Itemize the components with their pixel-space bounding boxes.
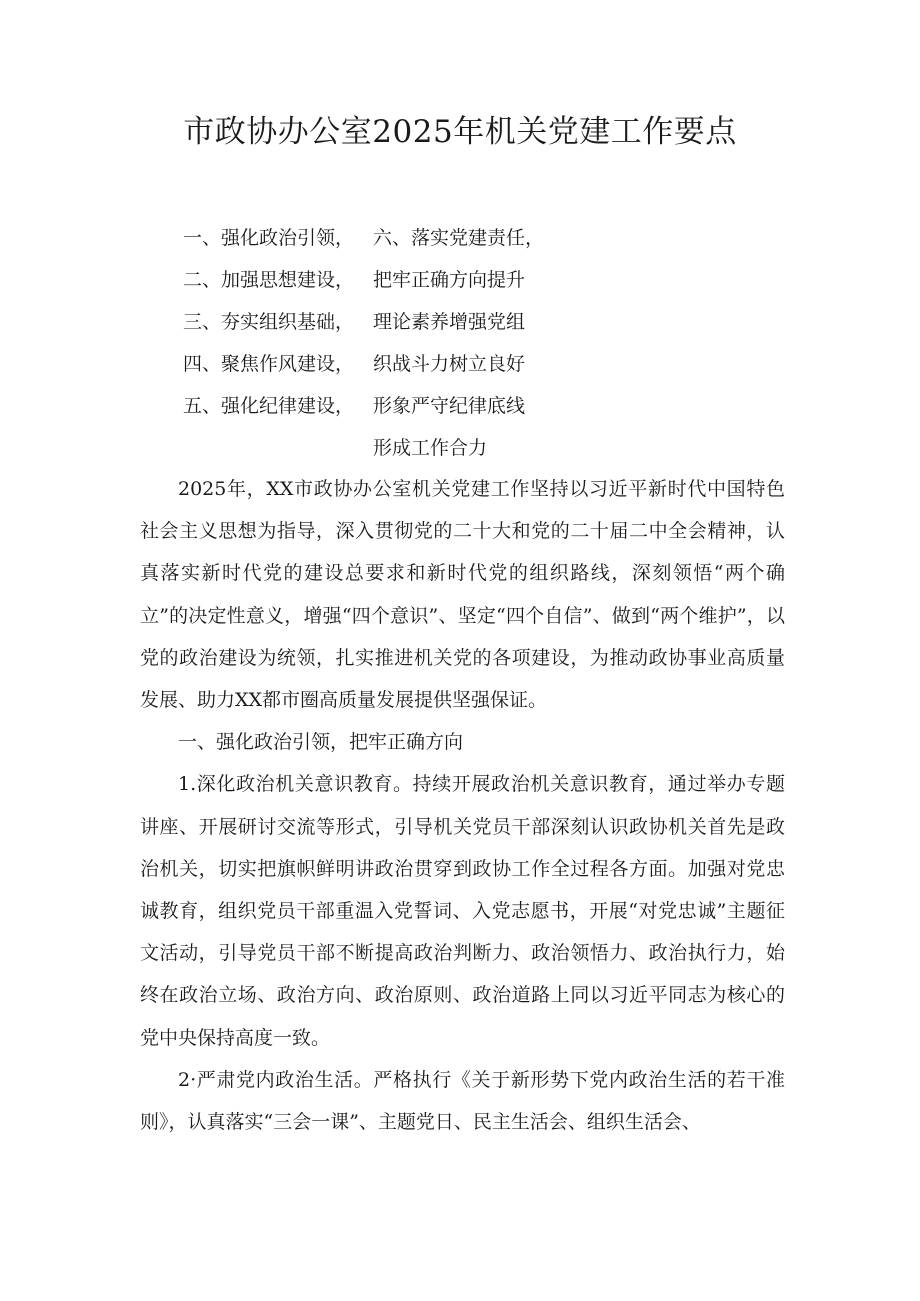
outline-left-line: 五、强化纪律建设， (183, 395, 355, 417)
outline-right-line: 织战斗力树立良好 (373, 353, 526, 375)
outline-left-line: 三、夯实组织基础， (183, 311, 355, 333)
outline-right-line: 六、落实党建责任， (373, 227, 545, 249)
outline-right-line: 把牢正确方向提升 (373, 269, 526, 291)
outline-left-line: 二、加强思想建设， (183, 269, 355, 291)
section-heading: 一、强化政治引领，把牢正确方向 (178, 731, 464, 754)
outline-left-line: 一、强化政治引领， (183, 227, 355, 249)
intro-paragraph: 2025年，XX市政协办公室机关党建工作坚持以习近平新时代中国特色社会主义思想为指导，深入贯彻党的二十大和党的二十届二中全会精神，认真落实新时代党的建设总要求和新时代党的组织路线，深刻领悟“两个确立”的决定性意义，增强“四个意识”、坚定“四个自信”、做到“两个维护”，以党的政治建设为统领，扎实推进机关党的各项建设，为推动政协事业高质量发展、助力XX都市圈高质量发展提供坚强保证。 (140, 478, 785, 712)
item-paragraph: 1.深化政治机关意识教育。持续开展政治机关意识教育，通过举办专题讲座、开展研讨交流等形式，引导机关党员干部深刻认识政协机关首先是政治机关，切实把旗帜鲜明讲政治贯穿到政协工作全过程各方面。加强对党忠诚教育，组织党员干部重温入党誓词、入党志愿书，开展“对党忠诚”主题征文活动，引导党员干部不断提高政治判断力、政治领悟力、政治执行力，始终在政治立场、政治方向、政治原则、政治道路上同以习近平同志为核心的党中央保持高度一致。 (140, 773, 785, 1049)
outline-right-column (373, 217, 573, 469)
document-title: 市政协办公室2025年机关党建工作要点 (183, 114, 737, 150)
item-paragraph: 2·严肃党内政治生活。严格执行《关于新形势下党内政治生活的若干准则》，认真落实“三会一课”、主题党日、民主生活会、组织生活会、 (140, 1068, 785, 1134)
document-body (140, 468, 785, 1143)
outline-right-line: 形象严守纪律底线 (373, 395, 526, 417)
outline-right-line: 形成工作合力 (373, 437, 488, 459)
outline-left-column (183, 217, 373, 427)
outline-left-line: 四、聚焦作风建设， (183, 353, 355, 375)
outline-right-line: 理论素养增强党组 (373, 311, 526, 333)
